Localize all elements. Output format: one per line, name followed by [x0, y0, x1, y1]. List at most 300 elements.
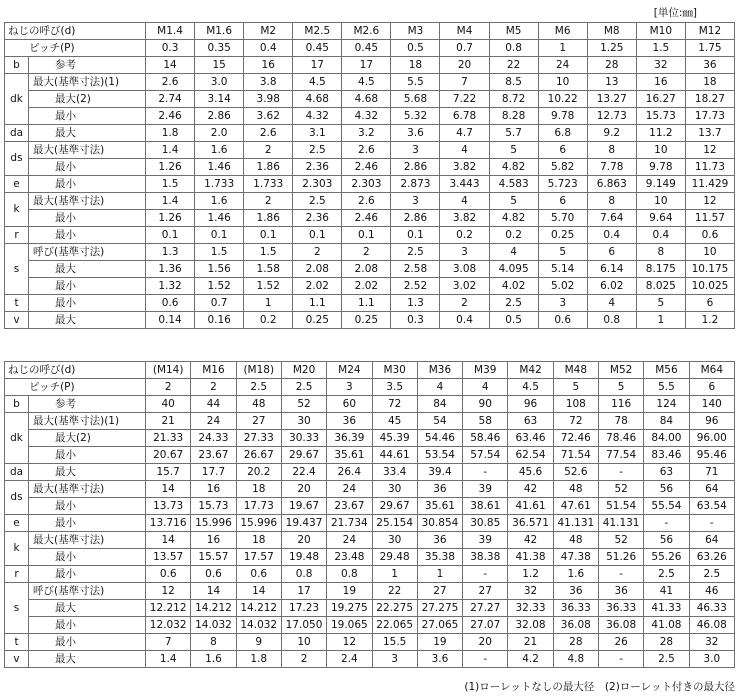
- value-cell: 2: [244, 193, 293, 210]
- value-cell: 3.82: [440, 159, 489, 176]
- value-cell: 28: [644, 634, 689, 651]
- value-cell: 3.0: [689, 651, 734, 668]
- value-cell: 27: [236, 413, 281, 430]
- value-cell: 0.1: [293, 227, 342, 244]
- value-cell: 26.4: [327, 464, 372, 481]
- value-cell: 1.36: [146, 261, 195, 278]
- value-cell: 2.5: [644, 566, 689, 583]
- pitch-cell: 4.5: [508, 379, 553, 396]
- size-cell: M1.4: [146, 23, 195, 40]
- value-cell: 1.32: [146, 278, 195, 295]
- row-label: 最大(2): [29, 91, 146, 108]
- value-cell: 18: [391, 57, 440, 74]
- value-cell: 3.82: [440, 210, 489, 227]
- value-cell: 16.27: [636, 91, 685, 108]
- row-label: 最小: [29, 498, 146, 515]
- value-cell: 35.61: [417, 498, 462, 515]
- table-row: [5, 261, 735, 278]
- value-cell: 14: [236, 583, 281, 600]
- value-cell: 0.25: [538, 227, 587, 244]
- value-cell: 2: [440, 295, 489, 312]
- value-cell: 39.4: [417, 464, 462, 481]
- value-cell: 5.14: [538, 261, 587, 278]
- value-cell: 96: [689, 413, 734, 430]
- row-label: 最小: [29, 566, 146, 583]
- pitch-row: [5, 379, 735, 396]
- value-cell: 39: [463, 481, 508, 498]
- value-cell: 8: [191, 634, 236, 651]
- value-cell: 72: [553, 413, 598, 430]
- row-label: 最大(基準寸法): [29, 142, 146, 159]
- table-row: [5, 481, 735, 498]
- value-cell: 22: [489, 57, 538, 74]
- value-cell: 0.6: [685, 227, 734, 244]
- value-cell: 36: [327, 413, 372, 430]
- value-cell: 24: [327, 532, 372, 549]
- table-row: [5, 515, 735, 532]
- value-cell: 3: [391, 142, 440, 159]
- value-cell: 19.437: [281, 515, 326, 532]
- row-label: 最小: [29, 210, 146, 227]
- dimension-symbol: e: [5, 515, 29, 532]
- value-cell: 1.5: [195, 244, 244, 261]
- dimension-symbol: r: [5, 227, 29, 244]
- value-cell: 47.61: [553, 498, 598, 515]
- value-cell: 24: [191, 413, 236, 430]
- value-cell: 19: [327, 583, 372, 600]
- value-cell: 36: [598, 583, 643, 600]
- value-cell: 13.57: [146, 549, 191, 566]
- value-cell: 18: [236, 532, 281, 549]
- pitch-cell: 0.45: [342, 40, 391, 57]
- value-cell: 30.854: [417, 515, 462, 532]
- pitch-cell: 0.45: [293, 40, 342, 57]
- value-cell: 108: [553, 396, 598, 413]
- size-cell: M1.6: [195, 23, 244, 40]
- value-cell: 10: [538, 74, 587, 91]
- value-cell: 36: [553, 583, 598, 600]
- value-cell: 25.154: [372, 515, 417, 532]
- value-cell: 51.26: [598, 549, 643, 566]
- value-cell: 2.5: [293, 142, 342, 159]
- value-cell: 28: [553, 634, 598, 651]
- dimension-symbol: s: [5, 244, 29, 295]
- value-cell: 2.86: [391, 159, 440, 176]
- value-cell: 2.5: [689, 566, 734, 583]
- value-cell: 3.62: [244, 108, 293, 125]
- value-cell: 4.32: [342, 108, 391, 125]
- value-cell: 12.73: [587, 108, 636, 125]
- value-cell: 19.275: [327, 600, 372, 617]
- value-cell: 14.212: [191, 600, 236, 617]
- value-cell: 1.2: [508, 566, 553, 583]
- row-label: 最大(2): [29, 430, 146, 447]
- row-label: 最大: [29, 464, 146, 481]
- value-cell: 32: [636, 57, 685, 74]
- dimension-symbol: t: [5, 295, 29, 312]
- value-cell: 3.08: [440, 261, 489, 278]
- size-cell: M12: [685, 23, 734, 40]
- value-cell: 48: [236, 396, 281, 413]
- value-cell: 16: [636, 74, 685, 91]
- value-cell: 2.303: [342, 176, 391, 193]
- value-cell: 8.28: [489, 108, 538, 125]
- value-cell: 9.78: [636, 159, 685, 176]
- value-cell: 27: [417, 583, 462, 600]
- table-row: [5, 600, 735, 617]
- row-label: 呼び(基準寸法): [29, 244, 146, 261]
- value-cell: 16: [244, 57, 293, 74]
- pitch-cell: 0.7: [440, 40, 489, 57]
- value-cell: 1.733: [244, 176, 293, 193]
- value-cell: 30: [372, 532, 417, 549]
- value-cell: 3.0: [195, 74, 244, 91]
- size-cell: M39: [463, 362, 508, 379]
- pitch-row: [5, 40, 735, 57]
- value-cell: 0.2: [489, 227, 538, 244]
- value-cell: 0.1: [244, 227, 293, 244]
- value-cell: 1.733: [195, 176, 244, 193]
- pitch-label: ピッチ(P): [5, 379, 146, 396]
- value-cell: 3.02: [440, 278, 489, 295]
- value-cell: 3.6: [391, 125, 440, 142]
- value-cell: 1: [417, 566, 462, 583]
- value-cell: 1.3: [391, 295, 440, 312]
- value-cell: 29.67: [281, 447, 326, 464]
- row-label: 最小: [29, 549, 146, 566]
- value-cell: 58: [463, 413, 508, 430]
- table-row: [5, 583, 735, 600]
- value-cell: 46: [689, 583, 734, 600]
- value-cell: 3: [391, 193, 440, 210]
- value-cell: 0.4: [440, 312, 489, 329]
- value-cell: 3: [440, 244, 489, 261]
- pitch-cell: 2.5: [236, 379, 281, 396]
- value-cell: 4.5: [293, 74, 342, 91]
- value-cell: 36.33: [598, 600, 643, 617]
- value-cell: 2: [293, 244, 342, 261]
- value-cell: 10.025: [685, 278, 734, 295]
- value-cell: 0.6: [191, 566, 236, 583]
- value-cell: 0.14: [146, 312, 195, 329]
- value-cell: 48: [553, 532, 598, 549]
- value-cell: 20: [463, 634, 508, 651]
- value-cell: 39: [463, 532, 508, 549]
- value-cell: 1.5: [244, 244, 293, 261]
- value-cell: 84.00: [644, 430, 689, 447]
- value-cell: 0.6: [146, 295, 195, 312]
- value-cell: 52.6: [553, 464, 598, 481]
- size-cell: M20: [281, 362, 326, 379]
- value-cell: 4.82: [489, 210, 538, 227]
- value-cell: 4.68: [293, 91, 342, 108]
- value-cell: 56: [644, 532, 689, 549]
- value-cell: 30: [372, 481, 417, 498]
- value-cell: 62.54: [508, 447, 553, 464]
- pitch-cell: 3.5: [372, 379, 417, 396]
- value-cell: 9.2: [587, 125, 636, 142]
- table-row: [5, 549, 735, 566]
- value-cell: 8.72: [489, 91, 538, 108]
- value-cell: 3.8: [244, 74, 293, 91]
- value-cell: 2.46: [342, 159, 391, 176]
- value-cell: 4.583: [489, 176, 538, 193]
- row-label: 最大: [29, 600, 146, 617]
- value-cell: 12.032: [146, 617, 191, 634]
- dimension-symbol: r: [5, 566, 29, 583]
- value-cell: 8.5: [489, 74, 538, 91]
- value-cell: 15.7: [146, 464, 191, 481]
- value-cell: 22.065: [372, 617, 417, 634]
- value-cell: 15.996: [236, 515, 281, 532]
- size-cell: M10: [636, 23, 685, 40]
- value-cell: 41.131: [598, 515, 643, 532]
- value-cell: 3.6: [417, 651, 462, 668]
- value-cell: 32.08: [508, 617, 553, 634]
- value-cell: 4.8: [553, 651, 598, 668]
- value-cell: 0.6: [538, 312, 587, 329]
- value-cell: 46.08: [689, 617, 734, 634]
- value-cell: 0.3: [391, 312, 440, 329]
- table-row: [5, 430, 735, 447]
- value-cell: 14: [146, 57, 195, 74]
- value-cell: 5.7: [489, 125, 538, 142]
- value-cell: 17.7: [191, 464, 236, 481]
- value-cell: 1.52: [195, 278, 244, 295]
- dimension-symbol: e: [5, 176, 29, 193]
- table-row: [5, 57, 735, 74]
- pitch-cell: 5: [553, 379, 598, 396]
- value-cell: 0.1: [195, 227, 244, 244]
- value-cell: 27.33: [236, 430, 281, 447]
- value-cell: 2.46: [342, 210, 391, 227]
- table-row: [5, 193, 735, 210]
- pitch-cell: 0.5: [391, 40, 440, 57]
- value-cell: 41.08: [644, 617, 689, 634]
- row-label: 最小: [29, 634, 146, 651]
- value-cell: 16: [191, 532, 236, 549]
- value-cell: 4.5: [342, 74, 391, 91]
- value-cell: 13.27: [587, 91, 636, 108]
- value-cell: 30.85: [463, 515, 508, 532]
- value-cell: 32: [689, 634, 734, 651]
- value-cell: 10: [636, 193, 685, 210]
- value-cell: 36: [685, 57, 734, 74]
- table-row: [5, 498, 735, 515]
- size-cell: M6: [538, 23, 587, 40]
- value-cell: 5.5: [391, 74, 440, 91]
- dimension-symbol: da: [5, 464, 29, 481]
- value-cell: 72: [372, 396, 417, 413]
- value-cell: 7: [440, 74, 489, 91]
- unit-label: [単位:㎜]: [653, 7, 697, 19]
- value-cell: 6: [538, 142, 587, 159]
- value-cell: 54.46: [417, 430, 462, 447]
- size-cell: M30: [372, 362, 417, 379]
- value-cell: 5: [636, 295, 685, 312]
- row-label: 参考: [29, 57, 146, 74]
- value-cell: 2.86: [391, 210, 440, 227]
- value-cell: 2: [342, 244, 391, 261]
- value-cell: 17.57: [236, 549, 281, 566]
- row-label: 最小: [29, 159, 146, 176]
- value-cell: 14.032: [236, 617, 281, 634]
- value-cell: 4: [440, 142, 489, 159]
- value-cell: 2.5: [489, 295, 538, 312]
- pitch-cell: 1.5: [636, 40, 685, 57]
- value-cell: 38.61: [463, 498, 508, 515]
- value-cell: 10.22: [538, 91, 587, 108]
- value-cell: 20.2: [236, 464, 281, 481]
- value-cell: 17: [342, 57, 391, 74]
- value-cell: 0.1: [391, 227, 440, 244]
- value-cell: 22.4: [281, 464, 326, 481]
- pitch-cell: 0.35: [195, 40, 244, 57]
- value-cell: 12.212: [146, 600, 191, 617]
- value-cell: 36: [417, 481, 462, 498]
- value-cell: 12: [685, 142, 734, 159]
- dimension-symbol: v: [5, 651, 29, 668]
- table-row: [5, 651, 735, 668]
- value-cell: 35.38: [417, 549, 462, 566]
- value-cell: 18.27: [685, 91, 734, 108]
- size-cell: M52: [598, 362, 643, 379]
- value-cell: 84: [644, 413, 689, 430]
- table-row: [5, 176, 735, 193]
- footnote: (1)ローレットなしの最大径 (2)ローレット付きの最大径: [464, 681, 735, 693]
- pitch-cell: 1.25: [587, 40, 636, 57]
- value-cell: 140: [689, 396, 734, 413]
- value-cell: 42: [508, 532, 553, 549]
- value-cell: 5.82: [538, 159, 587, 176]
- value-cell: 41.38: [508, 549, 553, 566]
- value-cell: 15.73: [636, 108, 685, 125]
- table-row: [5, 227, 735, 244]
- value-cell: 57.54: [463, 447, 508, 464]
- value-cell: 17.23: [281, 600, 326, 617]
- pitch-cell: 5: [598, 379, 643, 396]
- value-cell: 1.46: [195, 210, 244, 227]
- size-cell: M36: [417, 362, 462, 379]
- row-label: 最小: [29, 176, 146, 193]
- value-cell: 5: [489, 142, 538, 159]
- value-cell: 45.6: [508, 464, 553, 481]
- table-row: [5, 295, 735, 312]
- value-cell: 27.27: [463, 600, 508, 617]
- value-cell: 14: [146, 532, 191, 549]
- value-cell: 30: [281, 413, 326, 430]
- value-cell: 22.275: [372, 600, 417, 617]
- value-cell: -: [598, 566, 643, 583]
- value-cell: 20: [281, 532, 326, 549]
- row-label: 最小: [29, 617, 146, 634]
- value-cell: 1.5: [146, 176, 195, 193]
- value-cell: 3.1: [293, 125, 342, 142]
- value-cell: 2.36: [293, 159, 342, 176]
- table-row: [5, 108, 735, 125]
- value-cell: 23.67: [191, 447, 236, 464]
- row-label: 最大: [29, 312, 146, 329]
- size-cell: M24: [327, 362, 372, 379]
- pitch-cell: 0.3: [146, 40, 195, 57]
- value-cell: 0.16: [195, 312, 244, 329]
- size-cell: M42: [508, 362, 553, 379]
- row-label: 呼び(基準寸法): [29, 583, 146, 600]
- value-cell: 17: [293, 57, 342, 74]
- value-cell: 4.02: [489, 278, 538, 295]
- value-cell: 7.78: [587, 159, 636, 176]
- value-cell: 1.6: [195, 193, 244, 210]
- pitch-cell: 1: [538, 40, 587, 57]
- row-label: 最大(基準寸法): [29, 481, 146, 498]
- value-cell: 8: [587, 193, 636, 210]
- value-cell: 2.303: [293, 176, 342, 193]
- value-cell: 14: [146, 481, 191, 498]
- value-cell: 0.2: [244, 312, 293, 329]
- value-cell: 20: [281, 481, 326, 498]
- value-cell: 1.4: [146, 142, 195, 159]
- value-cell: 0.5: [489, 312, 538, 329]
- value-cell: 1.26: [146, 210, 195, 227]
- value-cell: 55.54: [644, 498, 689, 515]
- value-cell: 2.0: [195, 125, 244, 142]
- value-cell: 2.08: [342, 261, 391, 278]
- value-cell: 16: [191, 481, 236, 498]
- size-cell: M48: [553, 362, 598, 379]
- value-cell: -: [689, 515, 734, 532]
- value-cell: 1.8: [146, 125, 195, 142]
- value-cell: 2.6: [342, 193, 391, 210]
- value-cell: 9.149: [636, 176, 685, 193]
- value-cell: 12: [685, 193, 734, 210]
- value-cell: 64: [689, 532, 734, 549]
- value-cell: 1.4: [146, 193, 195, 210]
- value-cell: 23.48: [327, 549, 372, 566]
- value-cell: 1: [636, 312, 685, 329]
- value-cell: 2.74: [146, 91, 195, 108]
- value-cell: 0.6: [146, 566, 191, 583]
- value-cell: 47.38: [553, 549, 598, 566]
- dimension-symbol: dk: [5, 74, 29, 125]
- row-label: 最小: [29, 108, 146, 125]
- value-cell: 2: [244, 142, 293, 159]
- row-label: 最小: [29, 447, 146, 464]
- value-cell: 2.46: [146, 108, 195, 125]
- table-row: [5, 278, 735, 295]
- value-cell: 53.54: [417, 447, 462, 464]
- value-cell: 54: [417, 413, 462, 430]
- pitch-cell: 2: [191, 379, 236, 396]
- table-row: [5, 617, 735, 634]
- value-cell: 96: [508, 396, 553, 413]
- size-cell: M56: [644, 362, 689, 379]
- value-cell: 0.4: [587, 227, 636, 244]
- value-cell: 10: [636, 142, 685, 159]
- value-cell: 0.4: [636, 227, 685, 244]
- spec-table-large-sizes: [4, 361, 735, 668]
- value-cell: 13: [587, 74, 636, 91]
- dimension-symbol: ds: [5, 142, 29, 176]
- value-cell: 17: [281, 583, 326, 600]
- value-cell: 48: [553, 481, 598, 498]
- value-cell: 71.54: [553, 447, 598, 464]
- pitch-cell: 3: [327, 379, 372, 396]
- value-cell: 29.48: [372, 549, 417, 566]
- value-cell: 2.6: [342, 142, 391, 159]
- value-cell: 0.1: [342, 227, 391, 244]
- value-cell: 27.065: [417, 617, 462, 634]
- value-cell: 1: [244, 295, 293, 312]
